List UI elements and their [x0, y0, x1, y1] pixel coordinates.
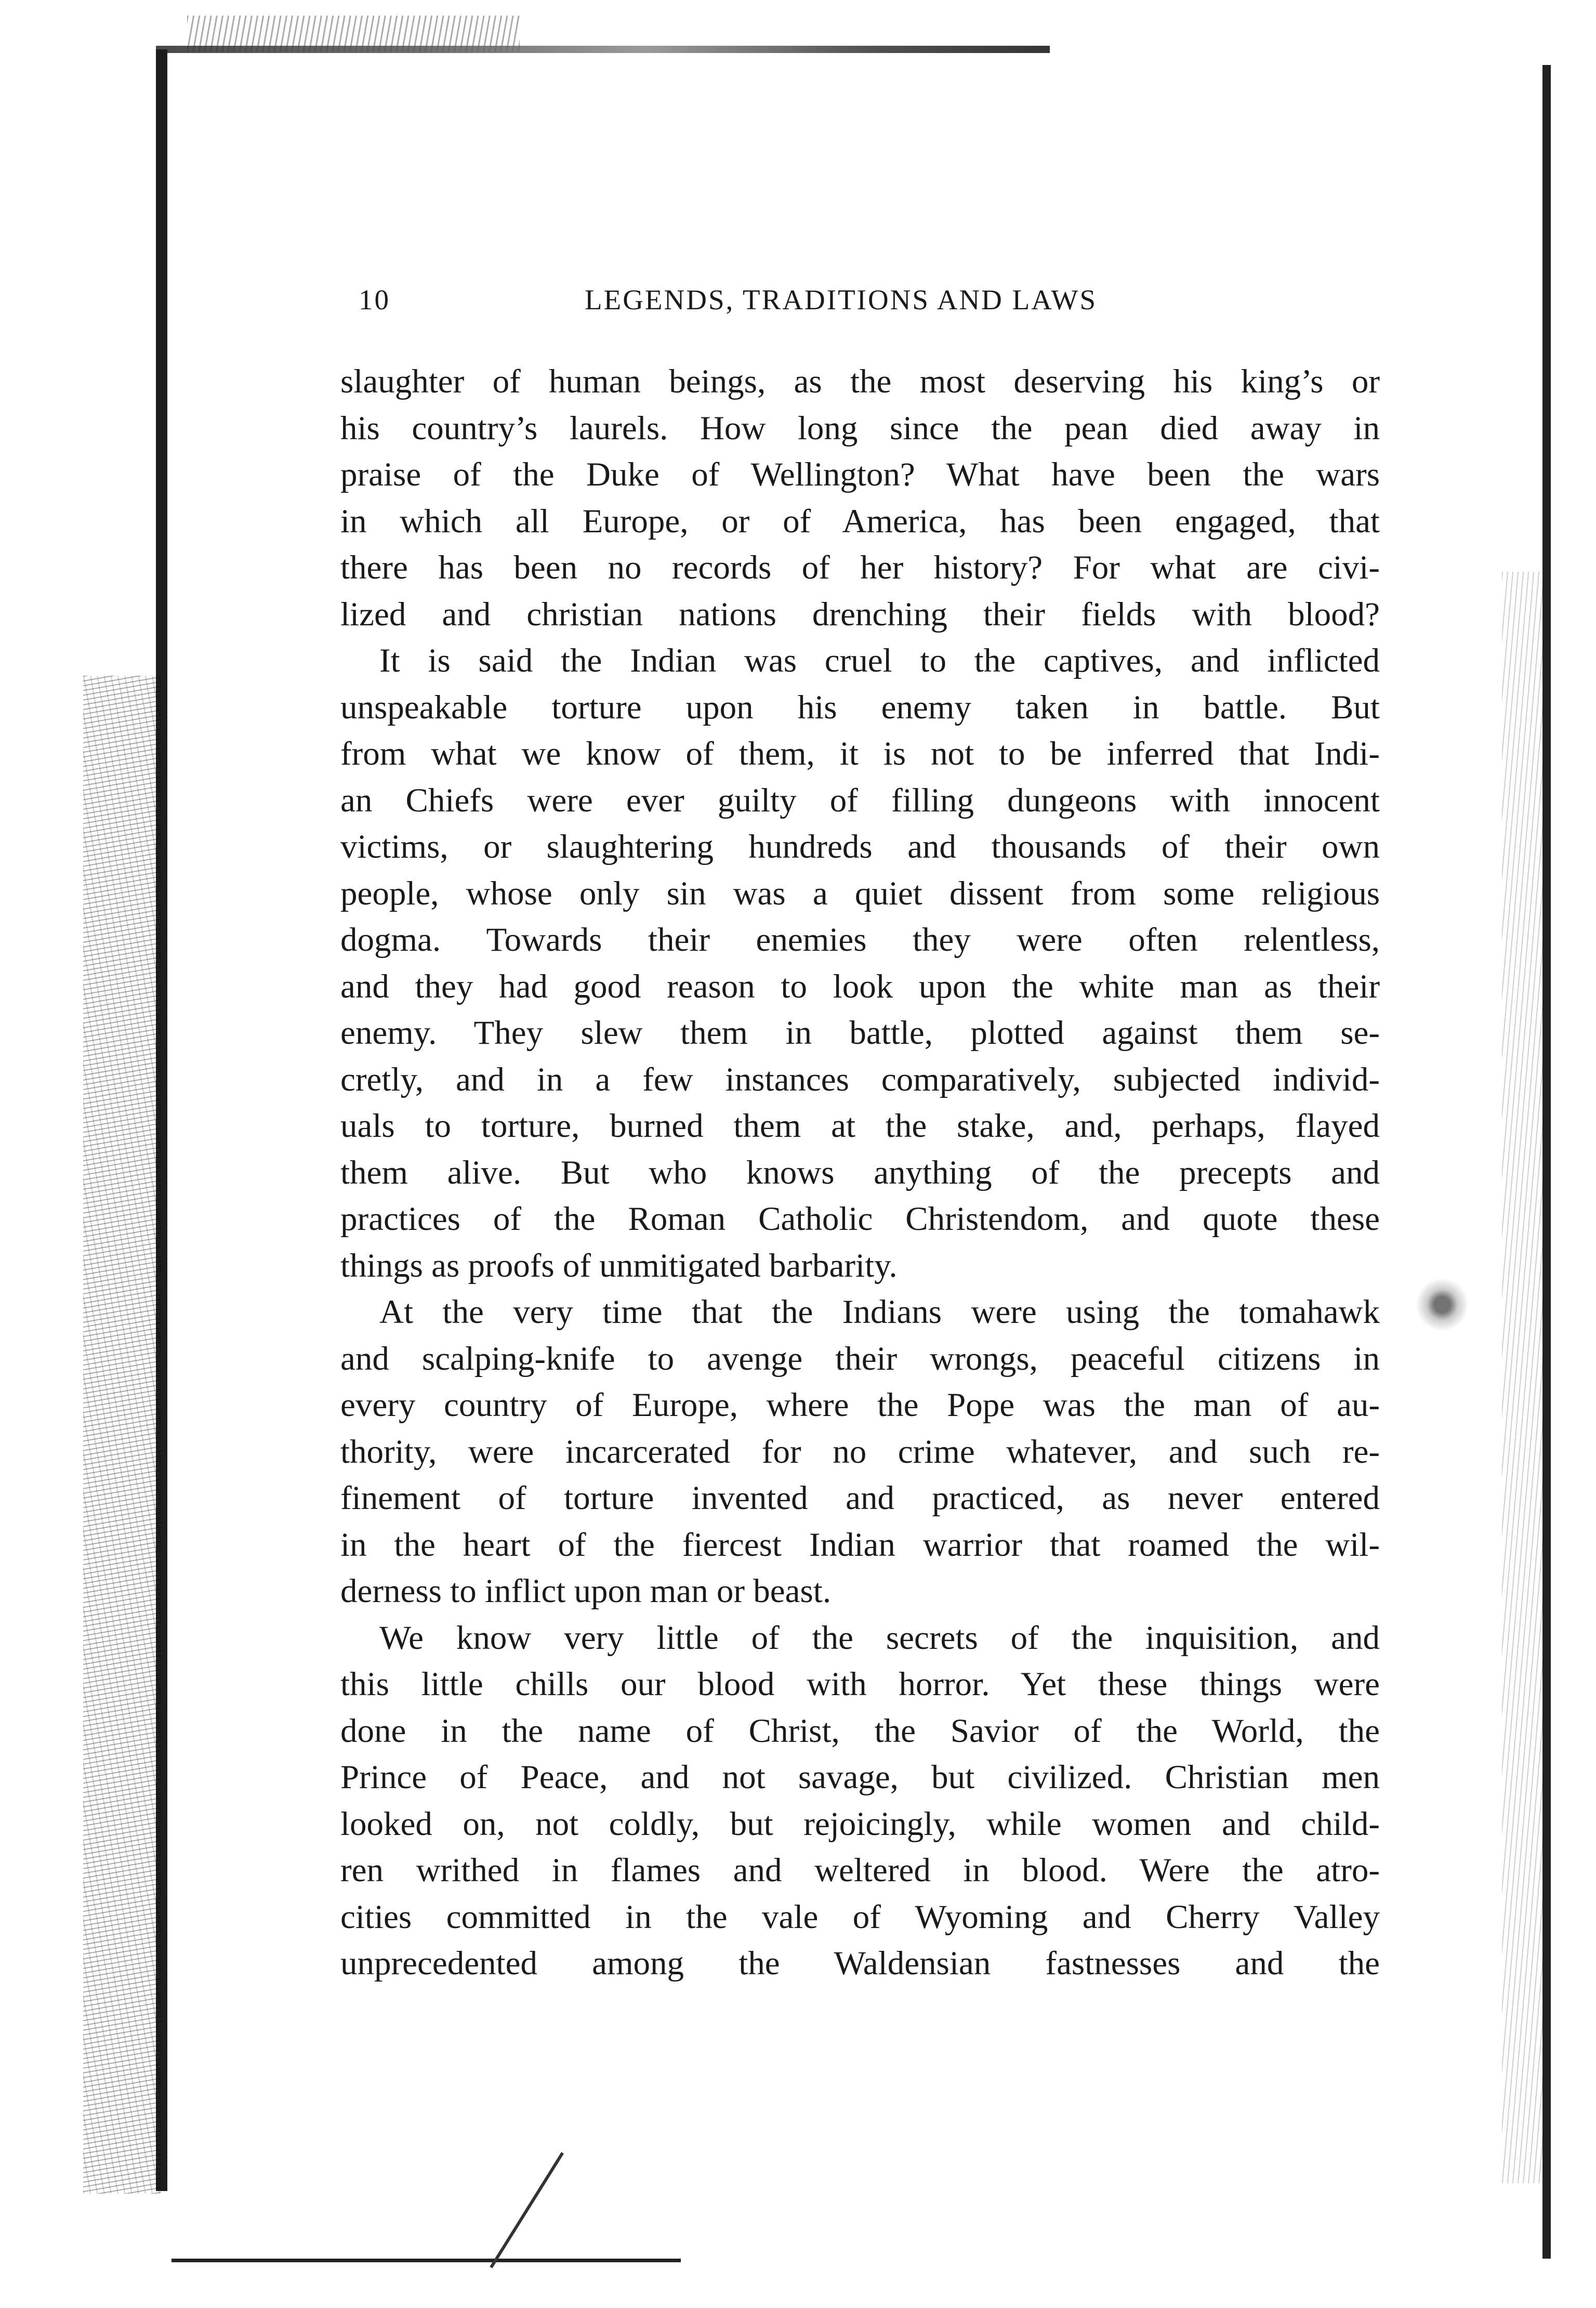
text-line: ren writhed in flames and weltered in blood. Were the atro-: [340, 1852, 1380, 1889]
text-line: dogma. Towards their enemies they were often relentless,: [340, 921, 1380, 959]
text-line: unprecedented among the Waldensian fastnesses and the: [340, 1945, 1380, 1982]
ink-blot: [1411, 1274, 1473, 1336]
text-line: in the heart of the fiercest Indian warrior that roamed the wil-: [340, 1526, 1380, 1564]
pen-mark: [490, 2152, 564, 2268]
text-line: Prince of Peace, and not savage, but civilized. Christian men: [340, 1759, 1380, 1796]
text-line: practices of the Roman Catholic Christendom, and quote these: [340, 1200, 1380, 1238]
text-line: At the very time that the Indians were using the tomahawk: [379, 1293, 1380, 1331]
text-line: cretly, and in a few instances comparatively, subjected individ-: [340, 1060, 1380, 1098]
page-number: 10: [359, 284, 390, 316]
text-line: this little chills our blood with horror. Yet these things were: [340, 1666, 1380, 1703]
running-head-title: LEGENDS, TRADITIONS AND LAWS: [585, 284, 1098, 316]
text-line: finement of torture invented and practiced, as never entered: [340, 1479, 1380, 1517]
page-edge-bottom: [172, 2259, 681, 2262]
page-edge-right: [1542, 65, 1551, 2259]
text-line: unspeakable torture upon his enemy taken in battle. But: [340, 688, 1380, 726]
text-line: thority, were incarcerated for no crime whatever, and such re-: [340, 1433, 1380, 1471]
text-line: an Chiefs were ever guilty of filling dungeons with innocent: [340, 781, 1380, 819]
text-line: It is said the Indian was cruel to the captives, and inflicted: [379, 642, 1380, 679]
text-line: We know very little of the secrets of the inquisition, and: [379, 1619, 1380, 1657]
text-line: every country of Europe, where the Pope was the man of au-: [340, 1386, 1380, 1424]
text-line: there has been no records of her history? For what are civi-: [340, 549, 1380, 586]
text-line: and scalping-knife to avenge their wrongs, peaceful citizens in: [340, 1340, 1380, 1378]
text-line: them alive. But who knows anything of the precepts and: [340, 1153, 1380, 1191]
text-line: enemy. They slew them in battle, plotted against them se-: [340, 1014, 1380, 1052]
text-line: people, whose only sin was a quiet dissent from some religious: [340, 874, 1380, 912]
text-line: things as proofs of unmitigated barbarity.: [340, 1247, 898, 1284]
scan-artifact: [1502, 572, 1544, 2183]
text-line: done in the name of Christ, the Savior of the World, the: [340, 1712, 1380, 1750]
text-line: lized and christian nations drenching their fields with blood?: [340, 595, 1380, 633]
text-line: and they had good reason to look upon the white man as their: [340, 967, 1380, 1005]
page-edge-top: [156, 46, 1050, 53]
text-line: uals to torture, burned them at the stake, and, perhaps, flayed: [340, 1107, 1380, 1145]
body-text: [340, 359, 1380, 1987]
text-line: from what we know of them, it is not to be inferred that Indi-: [340, 735, 1380, 772]
text-line: praise of the Duke of Wellington? What have been the wars: [340, 456, 1380, 493]
scan-artifact: [83, 676, 161, 2194]
text-line: derness to inflict upon man or beast.: [340, 1572, 832, 1610]
text-line: in which all Europe, or of America, has been engaged, that: [340, 502, 1380, 540]
text-line: slaughter of human beings, as the most deserving his king’s or: [340, 363, 1380, 400]
running-head: [359, 283, 1151, 325]
text-line: looked on, not coldly, but rejoicingly, while women and child-: [340, 1805, 1380, 1843]
text-line: victims, or slaughtering hundreds and thousands of their own: [340, 828, 1380, 866]
text-line: his country’s laurels. How long since the pean died away in: [340, 409, 1380, 447]
text-line: cities committed in the vale of Wyoming and Cherry Valley: [340, 1898, 1380, 1936]
